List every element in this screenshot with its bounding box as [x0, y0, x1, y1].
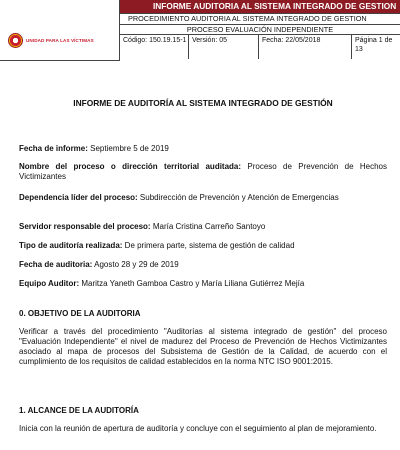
document-title: INFORME DE AUDITORÍA AL SISTEMA INTEGRADO DE GESTIÓN	[73, 98, 333, 108]
field-report-date	[19, 144, 387, 154]
logo-cell	[0, 0, 120, 61]
field-label: Fecha de auditoria:	[19, 260, 93, 269]
field-audit-type	[19, 241, 387, 251]
field-audit-date	[19, 260, 387, 270]
header-date: Fecha: 22/05/2018	[259, 35, 352, 59]
field-label: Equipo Auditor:	[19, 279, 80, 288]
header-info	[120, 0, 400, 61]
field-label: Dependencia líder del proceso:	[19, 193, 138, 202]
section-body-objective: Verificar a través del procedimiento "Auditorías al sistema integrado de gestión" del proceso "Evaluación Independiente" el nivel de madurez del Proceso de Prevención de Hechos Victimizantes asociado al mapa de procesos del Subsistema de Gestión de la Calidad, de acuerdo con el cumplimiento de los requisitos de calidad establecidos en la norma NTC ISO 9001:2015.	[19, 327, 387, 366]
header-code: Código: 150.19.15-1	[120, 35, 189, 59]
field-value: María Cristina Carreño Santoyo	[150, 222, 266, 231]
field-label: Nombre del proceso o dirección territorial auditada:	[19, 162, 242, 171]
header-title: INFORME AUDITORIA AL SISTEMA INTEGRADO DE GESTION	[120, 0, 400, 13]
field-value: De primera parte, sistema de gestión de calidad	[122, 241, 295, 250]
header-procedure: PROCEDIMIENTO AUDITORIA AL SISTEMA INTEGRADO DE GESTION	[120, 13, 400, 25]
field-audit-team	[19, 279, 387, 289]
section-heading-objective: 0. OBJETIVO DE LA AUDITORIA	[19, 309, 141, 318]
section-heading-scope: 1. ALCANCE DE LA AUDITORÍA	[19, 406, 139, 415]
header-process: PROCESO EVALUACIÓN INDEPENDIENTE	[120, 25, 400, 35]
logo-text: UNIDAD PARA LAS VÍCTIMAS	[26, 38, 94, 43]
field-value: Proceso de Prevención de Hechos Victimizantes	[19, 162, 388, 181]
field-value: Agosto 28 y 29 de 2019	[92, 260, 179, 269]
header-meta	[120, 35, 400, 59]
section-body-scope: Inicia con la reunión de apertura de auditoría y concluye con el seguimiento al plan de mejoramiento.	[19, 424, 377, 433]
header-version: Versión: 05	[189, 35, 259, 59]
field-value: Subdirección de Prevención y Atención de Emergencias	[137, 193, 339, 202]
field-label: Servidor responsable del proceso:	[19, 222, 151, 231]
field-responsible	[19, 222, 387, 232]
logo	[8, 33, 94, 48]
logo-emblem-icon	[8, 33, 23, 48]
document-header	[0, 0, 400, 61]
field-label: Tipo de auditoría realizada:	[19, 241, 123, 250]
field-value: Maritza Yaneth Gamboa Castro y María Liliana Gutiérrez Mejía	[79, 279, 305, 288]
field-process-name	[19, 162, 387, 182]
field-value: Septiembre 5 de 2019	[87, 144, 169, 153]
field-label: Fecha de informe:	[19, 144, 88, 153]
header-page: Página 1 de 13	[355, 37, 393, 53]
field-lead-dependency	[19, 193, 387, 203]
